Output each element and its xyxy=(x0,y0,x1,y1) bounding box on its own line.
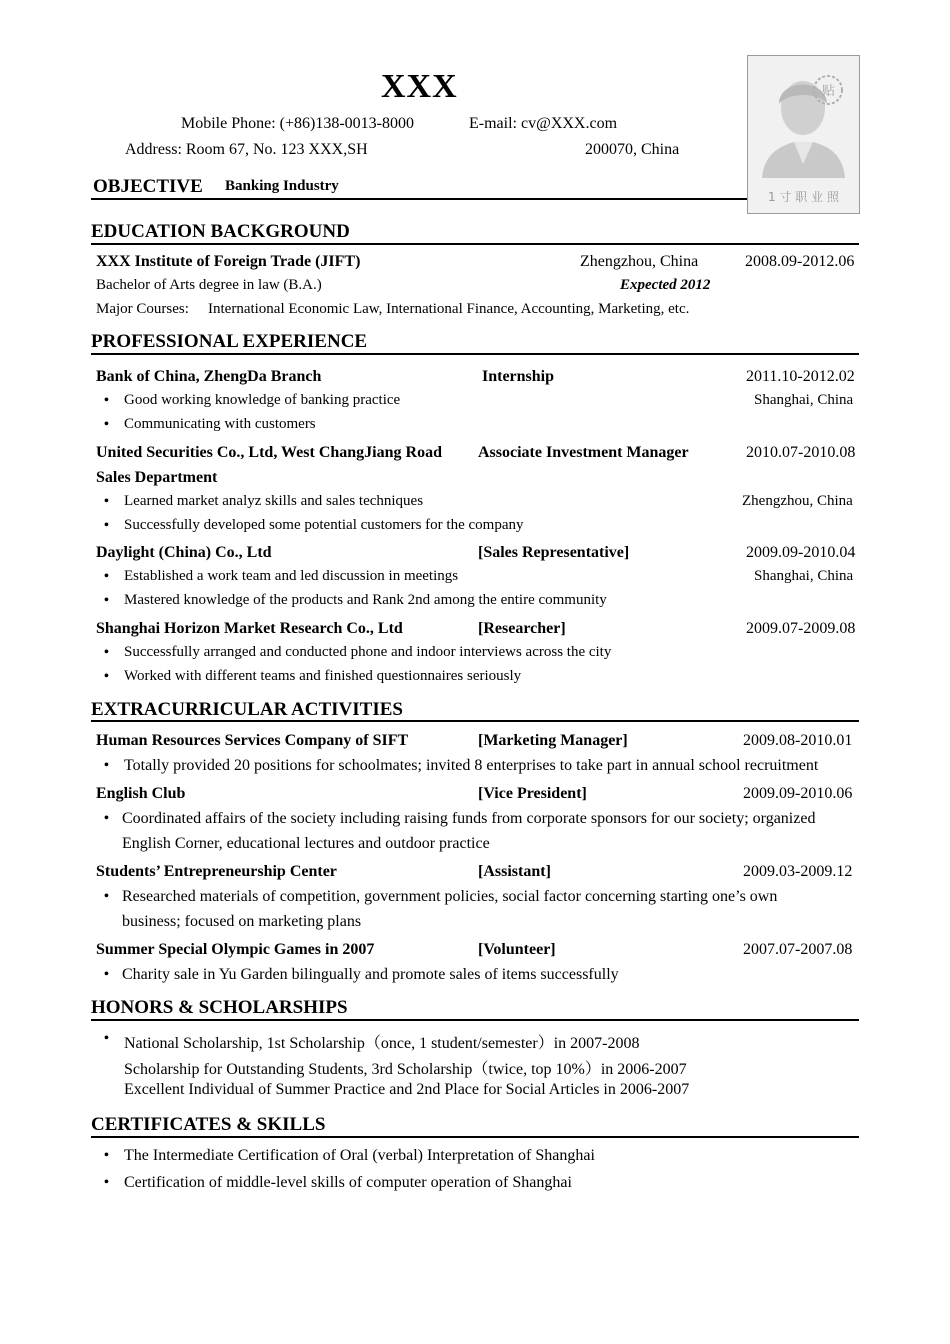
profile-photo-placeholder xyxy=(747,55,860,214)
honor-line: Excellent Individual of Summer Practice and 2nd Place for Social Articles in 2006-2007 xyxy=(124,1081,690,1098)
bullet-icon: • xyxy=(104,569,109,584)
activity-org: English Club xyxy=(96,785,186,802)
job-bullet: Successfully arranged and conducted phone and indoor interviews across the city xyxy=(124,644,612,660)
courses-label: Major Courses: xyxy=(96,301,189,317)
mobile-phone: Mobile Phone: (+86)138-0013-8000 xyxy=(181,115,414,132)
job-org-line2: Sales Department xyxy=(96,469,218,486)
bullet-icon: • xyxy=(104,593,109,608)
job-dates: 2010.07-2010.08 xyxy=(746,444,856,461)
activity-description: Totally provided 20 positions for schoolmates; invited 8 enterprises to take part in annual school recruitment xyxy=(124,757,819,774)
experience-heading: PROFESSIONAL EXPERIENCE xyxy=(91,331,368,352)
job-location: Shanghai, China xyxy=(754,568,854,584)
job-bullet: Communicating with customers xyxy=(124,416,316,432)
section-divider xyxy=(91,243,859,245)
job-org: United Securities Co., Ltd, West ChangJiang Road xyxy=(96,444,442,461)
job-role: Internship xyxy=(482,368,555,385)
job-location: Zhengzhou, China xyxy=(742,493,853,509)
job-dates: 2011.10-2012.02 xyxy=(746,368,855,385)
postcode: 200070, China xyxy=(585,141,680,158)
job-bullet: Established a work team and led discussion in meetings xyxy=(124,568,459,584)
email: E-mail: cv@XXX.com xyxy=(469,115,618,132)
bullet-icon: • xyxy=(104,393,109,408)
activity-description: business; focused on marketing plans xyxy=(122,913,362,930)
skills-heading: CERTIFICATES & SKILLS xyxy=(91,1114,326,1135)
activity-description: Charity sale in Yu Garden bilingually and promote sales of items successfully xyxy=(122,966,619,983)
job-bullet: Successfully developed some potential customers for the company xyxy=(124,517,524,533)
candidate-name: XXX xyxy=(381,68,458,105)
activity-dates: 2007.07-2007.08 xyxy=(743,941,853,958)
courses-list: International Economic Law, International Finance, Accounting, Marketing, etc. xyxy=(208,301,690,317)
school-location: Zhengzhou, China xyxy=(580,253,699,270)
activity-description: English Corner, educational lectures and outdoor practice xyxy=(122,835,490,852)
job-location: Shanghai, China xyxy=(754,392,854,408)
job-dates: 2009.07-2009.08 xyxy=(746,620,856,637)
bullet-icon: • xyxy=(104,811,109,826)
skill-item: The Intermediate Certification of Oral (verbal) Interpretation of Shanghai xyxy=(124,1147,595,1164)
objective-heading: OBJECTIVE xyxy=(93,176,203,197)
degree: Bachelor of Arts degree in law (B.A.) xyxy=(96,277,322,293)
activity-dates: 2009.08-2010.01 xyxy=(743,732,853,749)
section-divider xyxy=(91,198,747,200)
activity-org: Students’ Entrepreneurship Center xyxy=(96,863,337,880)
job-role: [Researcher] xyxy=(478,620,566,637)
address: Address: Room 67, No. 123 XXX,SH xyxy=(125,141,368,158)
section-divider xyxy=(91,720,859,722)
bullet-icon: • xyxy=(104,669,109,684)
expected-graduation: Expected 2012 xyxy=(620,277,711,293)
job-bullet: Worked with different teams and finished questionnaires seriously xyxy=(124,668,522,684)
job-bullet: Learned market analyz skills and sales techniques xyxy=(124,493,424,509)
education-dates: 2008.09-2012.06 xyxy=(745,253,855,270)
job-dates: 2009.09-2010.04 xyxy=(746,544,856,561)
skill-item: Certification of middle-level skills of computer operation of Shanghai xyxy=(124,1174,572,1191)
job-bullet: Mastered knowledge of the products and Rank 2nd among the entire community xyxy=(124,592,607,608)
objective-value: Banking Industry xyxy=(225,178,339,194)
section-divider xyxy=(91,353,859,355)
activity-org: Summer Special Olympic Games in 2007 xyxy=(96,941,375,958)
job-role: Associate Investment Manager xyxy=(478,444,689,461)
job-org: Shanghai Horizon Market Research Co., Ltd xyxy=(96,620,403,637)
bullet-icon: • xyxy=(104,1031,109,1046)
bullet-icon: • xyxy=(104,494,109,509)
honor-line: National Scholarship, 1st Scholarship（once, 1 student/semester）in 2007-2008 xyxy=(124,1035,640,1052)
activity-dates: 2009.09-2010.06 xyxy=(743,785,853,802)
photo-caption: 1 寸 职 业 照 xyxy=(768,190,839,204)
education-heading: EDUCATION BACKGROUND xyxy=(91,221,350,242)
section-divider xyxy=(91,1136,859,1138)
activity-org: Human Resources Services Company of SIFT xyxy=(96,732,409,749)
bullet-icon: • xyxy=(104,1175,109,1190)
activity-description: Researched materials of competition, government policies, social factor concerning starting one’s own xyxy=(122,888,778,905)
job-org: Daylight (China) Co., Ltd xyxy=(96,544,272,561)
section-divider xyxy=(91,1019,859,1021)
activity-role: [Marketing Manager] xyxy=(478,732,628,749)
job-role: [Sales Representative] xyxy=(478,544,630,561)
job-bullet: Good working knowledge of banking practice xyxy=(124,392,401,408)
honors-heading: HONORS & SCHOLARSHIPS xyxy=(91,997,348,1018)
activity-role: [Assistant] xyxy=(478,863,551,880)
bullet-icon: • xyxy=(104,758,109,773)
bullet-icon: • xyxy=(104,889,109,904)
bullet-icon: • xyxy=(104,645,109,660)
activity-description: Coordinated affairs of the society including raising funds from corporate sponsors for our society; organized xyxy=(122,810,816,827)
bullet-icon: • xyxy=(104,967,109,982)
activities-heading: EXTRACURRICULAR ACTIVITIES xyxy=(91,699,403,720)
honor-line: Scholarship for Outstanding Students, 3rd Scholarship（twice, top 10%）in 2006-2007 xyxy=(124,1061,687,1078)
activity-role: [Vice President] xyxy=(478,785,587,802)
bullet-icon: • xyxy=(104,417,109,432)
photo-stamp: 贴 xyxy=(822,84,836,99)
activity-dates: 2009.03-2009.12 xyxy=(743,863,853,880)
bullet-icon: • xyxy=(104,518,109,533)
bullet-icon: • xyxy=(104,1148,109,1163)
activity-role: [Volunteer] xyxy=(478,941,556,958)
school-name: XXX Institute of Foreign Trade (JIFT) xyxy=(96,253,361,270)
job-org: Bank of China, ZhengDa Branch xyxy=(96,368,322,385)
